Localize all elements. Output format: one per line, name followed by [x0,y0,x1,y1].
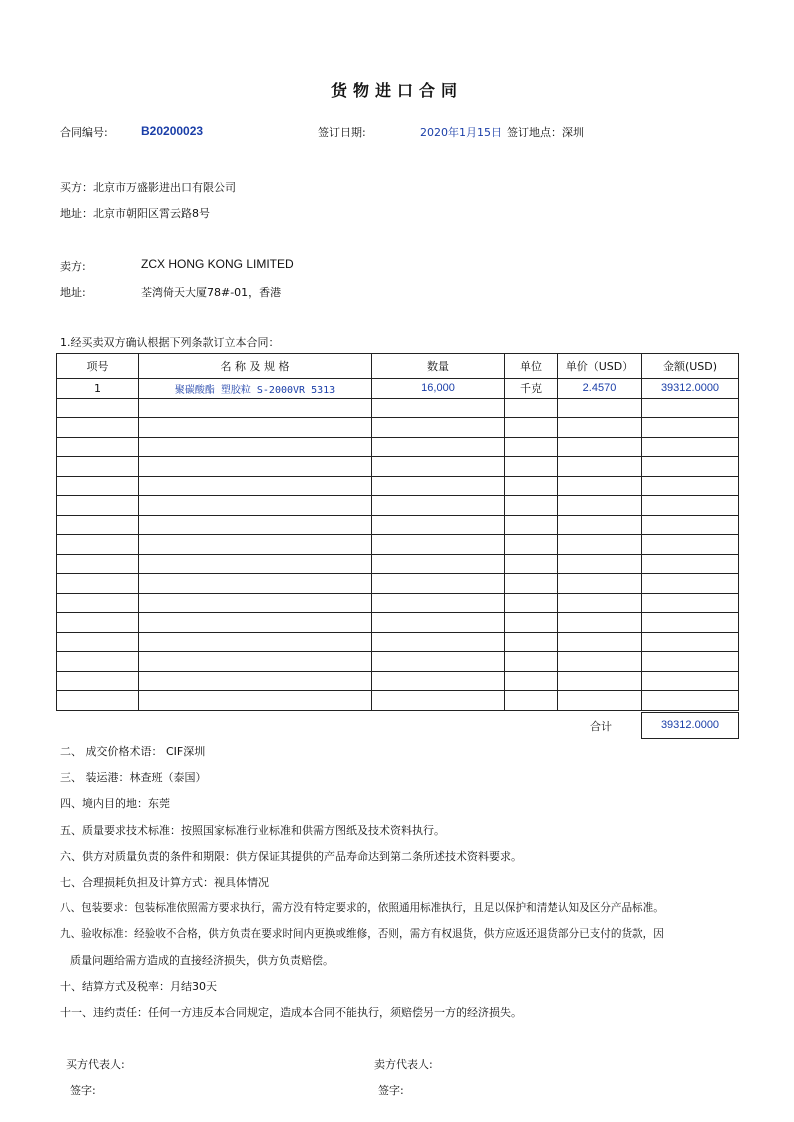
sign-place: 签订地点：深圳 [507,126,584,139]
contract-no-label: 合同编号: [60,126,108,139]
table-row [57,554,739,574]
unit-price-cell [558,457,642,477]
unit-cell [505,671,558,691]
unit-price-cell [558,418,642,438]
amount-cell [642,398,739,418]
item-no-cell [57,593,139,613]
name-spec-cell [139,398,372,418]
unit-price-cell [558,535,642,555]
quantity-cell [372,496,505,516]
name-spec-cell [139,418,372,438]
amount-cell [642,652,739,672]
item-no-cell [57,652,139,672]
table-row [57,418,739,438]
table-row [57,652,739,672]
name-spec-cell [139,515,372,535]
unit-price-cell [558,476,642,496]
amount-cell [642,632,739,652]
table-row [57,496,739,516]
seller-signature-label: 签字: [378,1084,404,1097]
unit-cell [505,593,558,613]
name-spec-cell [139,574,372,594]
clause-9: 九、验收标准：经验收不合格，供方负责在要求时间内更换或维修，否则，需方有权退货，供方应返还退货部分已支付的货款，因 [60,928,664,940]
total-value: 39312.0000 [641,712,739,739]
item-no-cell [57,476,139,496]
clause-9-continued: 质量问题给需方造成的直接经济损失，供方负责赔偿。 [70,954,334,967]
unit-price-cell [558,613,642,633]
seller-representative-label: 卖方代表人: [374,1058,433,1071]
table-row [57,691,739,711]
name-spec-cell [139,476,372,496]
unit-price-cell [558,437,642,457]
amount-cell [642,496,739,516]
quantity-cell [372,535,505,555]
buyer-representative-label: 买方代表人: [66,1058,125,1071]
unit-cell [505,437,558,457]
item-no-cell [57,691,139,711]
item-no-cell [57,613,139,633]
amount-cell [642,476,739,496]
item-no-cell [57,632,139,652]
table-row [57,574,739,594]
item-no-cell [57,671,139,691]
unit-price-cell [558,398,642,418]
buyer-address: 地址：北京市朝阳区霄云路8号 [60,207,210,220]
header-quantity: 数量 [372,354,505,379]
unit-cell [505,535,558,555]
clause-3: 三、 装运港：林查班（泰国） [60,771,207,784]
unit-price-cell [558,593,642,613]
clause-5: 五、质量要求技术标准：按照国家标准行业标准和供需方图纸及技术资料执行。 [60,824,445,837]
table-row [57,457,739,477]
amount-cell [642,691,739,711]
seller-address: 荃湾倚天大厦78#-01，香港 [141,286,282,299]
item-no-cell [57,496,139,516]
unit-cell [505,652,558,672]
unit-price-cell [558,574,642,594]
clause-8: 八、包装要求：包装标准依照需方要求执行，需方没有特定要求的，依照通用标准执行，且足以保护和清楚认知及区分产品标准。 [60,902,664,914]
unit-price-cell [558,515,642,535]
quantity-cell: 16,000 [372,379,505,399]
sign-date-value: 2020年1月15日 [420,126,502,139]
name-spec-cell [139,671,372,691]
amount-cell [642,613,739,633]
item-no-cell: 1 [57,379,139,399]
unit-cell [505,457,558,477]
table-row [57,671,739,691]
amount-cell [642,418,739,438]
unit-cell [505,632,558,652]
quantity-cell [372,613,505,633]
sign-date-label: 签订日期: [318,126,366,139]
amount-cell [642,437,739,457]
item-no-cell [57,398,139,418]
quantity-cell [372,515,505,535]
table-row [57,476,739,496]
quantity-cell [372,671,505,691]
clause-10: 十、结算方式及税率：月结30天 [60,980,217,993]
amount-cell [642,457,739,477]
name-spec-cell: 聚碳酸酯 塑胶粒 S-2000VR 5313 [139,379,372,399]
unit-price-cell [558,554,642,574]
clause-11: 十一、违约责任：任何一方违反本合同规定，造成本合同不能执行，须赔偿另一方的经济损失。 [60,1006,522,1019]
name-spec-cell [139,457,372,477]
goods-table [56,353,739,711]
quantity-cell [372,593,505,613]
item-no-cell [57,437,139,457]
clause-4: 四、境内目的地：东莞 [60,797,170,810]
table-row [57,398,739,418]
amount-cell [642,535,739,555]
buyer-signature-label: 签字: [70,1084,96,1097]
clause-2: 二、 成交价格术语： CIF深圳 [60,745,206,758]
unit-price-cell [558,671,642,691]
amount-cell [642,515,739,535]
unit-cell: 千克 [505,379,558,399]
unit-cell [505,613,558,633]
unit-price-cell [558,496,642,516]
quantity-cell [372,652,505,672]
amount-cell [642,554,739,574]
seller-label: 卖方: [60,260,86,273]
unit-cell [505,554,558,574]
name-spec-cell [139,613,372,633]
quantity-cell [372,554,505,574]
clause-7: 七、合理损耗负担及计算方式：视具体情况 [60,876,269,889]
item-no-cell [57,574,139,594]
name-spec-cell [139,535,372,555]
unit-price-cell [558,652,642,672]
name-spec-cell [139,652,372,672]
unit-cell [505,398,558,418]
unit-price-cell [558,691,642,711]
seller-address-label: 地址: [60,286,86,299]
table-header-row [57,354,739,379]
quantity-cell [372,418,505,438]
unit-price-cell: 2.4570 [558,379,642,399]
header-name-spec: 名 称 及 规 格 [139,354,372,379]
table-row [57,515,739,535]
clause-6: 六、供方对质量负责的条件和期限：供方保证其提供的产品寿命达到第二条所述技术资料要求。 [60,850,522,863]
item-no-cell [57,554,139,574]
amount-cell [642,671,739,691]
table-row [57,593,739,613]
table-row [57,437,739,457]
unit-cell [505,476,558,496]
quantity-cell [372,457,505,477]
table-row [57,632,739,652]
amount-cell: 39312.0000 [642,379,739,399]
contract-intro: 1.经买卖双方确认根据下列条款订立本合同： [60,336,280,349]
name-spec-cell [139,496,372,516]
item-no-cell [57,418,139,438]
total-label: 合计 [590,720,612,733]
item-no-cell [57,457,139,477]
amount-cell [642,593,739,613]
unit-cell [505,496,558,516]
header-unit-price: 单价（USD） [558,354,642,379]
header-unit: 单位 [505,354,558,379]
table-row [57,613,739,633]
name-spec-cell [139,593,372,613]
quantity-cell [372,632,505,652]
header-amount: 金额(USD) [642,354,739,379]
contract-no-value: B20200023 [141,124,204,138]
unit-cell [505,418,558,438]
unit-cell [505,515,558,535]
header-item-no: 项号 [57,354,139,379]
name-spec-cell [139,554,372,574]
table-row [57,379,739,399]
unit-price-cell [558,632,642,652]
unit-cell [505,691,558,711]
name-spec-cell [139,632,372,652]
item-no-cell [57,535,139,555]
unit-cell [505,574,558,594]
quantity-cell [372,574,505,594]
name-spec-cell [139,691,372,711]
buyer-name: 买方：北京市万盛影进出口有限公司 [60,181,236,194]
quantity-cell [372,476,505,496]
table-row [57,535,739,555]
seller-name: ZCX HONG KONG LIMITED [141,257,294,271]
amount-cell [642,574,739,594]
quantity-cell [372,691,505,711]
quantity-cell [372,398,505,418]
quantity-cell [372,437,505,457]
item-no-cell [57,515,139,535]
name-spec-cell [139,437,372,457]
document-title: 货物进口合同 [330,81,463,100]
